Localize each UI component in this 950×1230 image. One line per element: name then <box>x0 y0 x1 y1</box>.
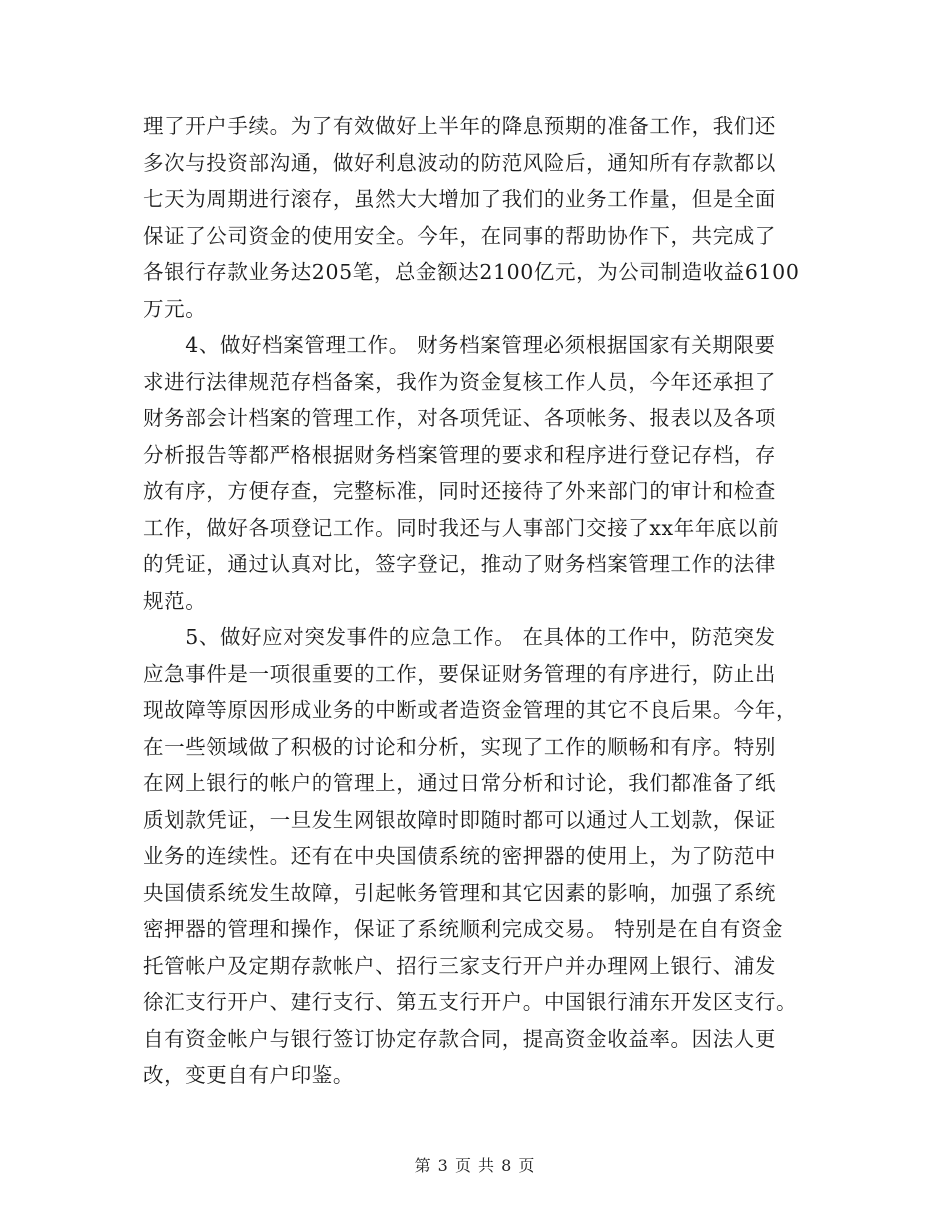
text-line: 在一些领域做了积极的讨论和分析，实现了工作的顺畅和有序。特别 <box>143 734 776 759</box>
text-line: 万元。 <box>143 296 207 321</box>
text-line: 托管帐户及定期存款帐户、招行三家支行开户并办理网上银行、浦发 <box>143 953 776 978</box>
text-line: 在网上银行的帐户的管理上，通过日常分析和讨论，我们都准备了纸 <box>143 771 776 795</box>
text-line: 5、做好应对突发事件的应急工作。 在具体的工作中，防范突发 <box>143 625 776 649</box>
text-line: 质划款凭证，一旦发生网银故障时即随时都可以通过人工划款，保证 <box>143 807 776 832</box>
text-line: 央国债系统发生故障，引起帐务管理和其它因素的影响，加强了系统 <box>143 880 776 905</box>
text-line: 分析报告等都严格根据财务档案管理的要求和程序进行登记存档，存 <box>143 442 776 467</box>
text-line: 财务部会计档案的管理工作，对各项凭证、各项帐务、报表以及各项 <box>143 406 776 430</box>
page-number-footer: 第 3 页 共 8 页 <box>414 1156 536 1175</box>
text-line: 自有资金帐户与银行签订协定存款合同，提高资金收益率。因法人更 <box>143 1026 776 1051</box>
text-line: 4、做好档案管理工作。 财务档案管理必须根据国家有关期限要 <box>143 333 776 357</box>
text-line: 七天为周期进行滚存，虽然大大增加了我们的业务工作量，但是全面 <box>143 187 776 211</box>
text-line: 工作，做好各项登记工作。同时我还与人事部门交接了xx年年底以前 <box>143 515 780 540</box>
text-line: 应急事件是一项很重要的工作，要保证财务管理的有序进行，防止出 <box>143 661 776 686</box>
text-line: 改，变更自有户印鉴。 <box>143 1063 354 1087</box>
text-line: 规范。 <box>143 588 207 613</box>
text-line: 业务的连续性。还有在中央国债系统的密押器的使用上，为了防范中 <box>143 844 776 868</box>
text-line: 理了开户手续。为了有效做好上半年的降息预期的准备工作，我们还 <box>143 114 776 138</box>
text-line: 求进行法律规范存档备案，我作为资金复核工作人员，今年还承担了 <box>143 369 776 394</box>
text-line: 密押器的管理和操作，保证了系统顺利完成交易。 特别是在自有资金 <box>143 917 784 941</box>
text-line: 的凭证，通过认真对比，签字登记，推动了财务档案管理工作的法律 <box>143 552 776 576</box>
text-line: 保证了公司资金的使用安全。今年，在同事的帮助协作下，共完成了 <box>143 223 776 248</box>
text-line: 各银行存款业务达205笔，总金额达2100亿元，为公司制造收益6100 <box>143 260 800 284</box>
text-line: 多次与投资部沟通，做好利息波动的防范风险后，通知所有存款都以 <box>143 150 776 175</box>
text-line: 现故障等原因形成业务的中断或者造资金管理的其它不良后果。今年， <box>143 698 798 722</box>
text-line: 徐汇支行开户、建行支行、第五支行开户。中国银行浦东开发区支行。 <box>143 990 798 1014</box>
text-line: 放有序，方便存查，完整标准，同时还接待了外来部门的审计和检查 <box>143 479 776 503</box>
